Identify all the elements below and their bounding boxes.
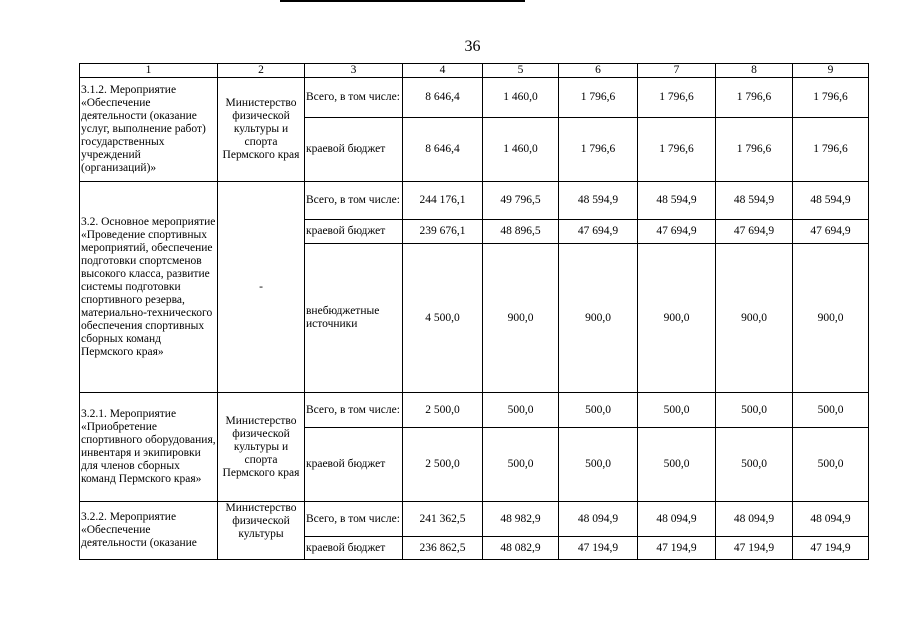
value-cell: 500,0	[793, 393, 869, 428]
value-cell: 1 796,6	[716, 118, 793, 182]
header-row	[80, 64, 869, 78]
value-cell: 500,0	[638, 428, 716, 502]
source-cell: краевой бюджет	[305, 220, 403, 244]
column-header: 8	[716, 64, 793, 78]
activity-cell: 3.1.2. Мероприятие «Обеспечение деятельности (оказание услуг, выполнение работ) государственных учреждений (организаций)»	[80, 78, 218, 182]
value-cell: 48 594,9	[638, 182, 716, 220]
table-row	[80, 182, 869, 220]
value-cell: 48 094,9	[716, 502, 793, 537]
value-cell: 48 594,9	[793, 182, 869, 220]
value-cell: 1 796,6	[716, 78, 793, 118]
value-cell: 500,0	[559, 393, 638, 428]
value-cell: 244 176,1	[403, 182, 483, 220]
activity-cell: 3.2. Основное мероприятие «Проведение спортивных мероприятий, обеспечение подготовки спортсменов высокого класса, развитие системы подготовки спортивного резерва, материально-технического обеспечения спортивных сборных команд Пермского края»	[80, 182, 218, 393]
source-cell: краевой бюджет	[305, 118, 403, 182]
table-row	[80, 78, 869, 118]
value-cell: 48 594,9	[716, 182, 793, 220]
value-cell: 1 796,6	[793, 78, 869, 118]
value-cell: 47 194,9	[793, 537, 869, 560]
source-cell: краевой бюджет	[305, 428, 403, 502]
executor-cell: Министерство физической культуры и спорта Пермского края	[218, 393, 305, 502]
table-row	[80, 393, 869, 428]
column-header: 3	[305, 64, 403, 78]
value-cell: 47 694,9	[638, 220, 716, 244]
activity-cell: 3.2.1. Мероприятие «Приобретение спортивного оборудования, инвентаря и экипировки для членов сборных команд Пермского края»	[80, 393, 218, 502]
value-cell: 500,0	[483, 393, 559, 428]
value-cell: 8 646,4	[403, 78, 483, 118]
value-cell: 500,0	[638, 393, 716, 428]
value-cell: 2 500,0	[403, 393, 483, 428]
value-cell: 4 500,0	[403, 244, 483, 393]
value-cell: 2 500,0	[403, 428, 483, 502]
value-cell: 47 194,9	[716, 537, 793, 560]
activity-cell: 3.2.2. Мероприятие «Обеспечение деятельности (оказание	[80, 502, 218, 560]
value-cell: 500,0	[483, 428, 559, 502]
column-header: 7	[638, 64, 716, 78]
executor-cell: Министерство физической культуры и спорта Пермского края	[218, 78, 305, 182]
value-cell: 1 796,6	[559, 118, 638, 182]
value-cell: 900,0	[716, 244, 793, 393]
column-header: 1	[80, 64, 218, 78]
value-cell: 47 194,9	[638, 537, 716, 560]
value-cell: 1 796,6	[793, 118, 869, 182]
column-header: 4	[403, 64, 483, 78]
value-cell: 241 362,5	[403, 502, 483, 537]
value-cell: 49 796,5	[483, 182, 559, 220]
value-cell: 48 982,9	[483, 502, 559, 537]
source-cell: внебюджетные источники	[305, 244, 403, 393]
value-cell: 500,0	[559, 428, 638, 502]
value-cell: 48 094,9	[559, 502, 638, 537]
value-cell: 900,0	[793, 244, 869, 393]
page-number: 36	[464, 38, 481, 55]
column-header: 2	[218, 64, 305, 78]
top-rule	[280, 0, 525, 2]
source-cell: краевой бюджет	[305, 537, 403, 560]
value-cell: 47 694,9	[559, 220, 638, 244]
value-cell: 500,0	[793, 428, 869, 502]
value-cell: 47 194,9	[559, 537, 638, 560]
source-cell: Всего, в том числе:	[305, 393, 403, 428]
table-row	[80, 502, 869, 537]
executor-cell: Министерство физической культуры	[218, 502, 305, 560]
value-cell: 48 082,9	[483, 537, 559, 560]
value-cell: 1 460,0	[483, 118, 559, 182]
value-cell: 48 094,9	[793, 502, 869, 537]
value-cell: 47 694,9	[716, 220, 793, 244]
source-cell: Всего, в том числе:	[305, 78, 403, 118]
column-header: 6	[559, 64, 638, 78]
source-cell: Всего, в том числе:	[305, 502, 403, 537]
budget-table	[79, 63, 869, 560]
value-cell: 1 460,0	[483, 78, 559, 118]
value-cell: 900,0	[638, 244, 716, 393]
value-cell: 900,0	[483, 244, 559, 393]
value-cell: 236 862,5	[403, 537, 483, 560]
value-cell: 1 796,6	[638, 118, 716, 182]
value-cell: 1 796,6	[638, 78, 716, 118]
value-cell: 8 646,4	[403, 118, 483, 182]
value-cell: 500,0	[716, 393, 793, 428]
value-cell: 48 896,5	[483, 220, 559, 244]
value-cell: 900,0	[559, 244, 638, 393]
executor-cell: -	[218, 182, 305, 393]
value-cell: 47 694,9	[793, 220, 869, 244]
source-cell: Всего, в том числе:	[305, 182, 403, 220]
value-cell: 1 796,6	[559, 78, 638, 118]
column-header: 5	[483, 64, 559, 78]
column-header: 9	[793, 64, 869, 78]
value-cell: 239 676,1	[403, 220, 483, 244]
value-cell: 500,0	[716, 428, 793, 502]
value-cell: 48 594,9	[559, 182, 638, 220]
value-cell: 48 094,9	[638, 502, 716, 537]
